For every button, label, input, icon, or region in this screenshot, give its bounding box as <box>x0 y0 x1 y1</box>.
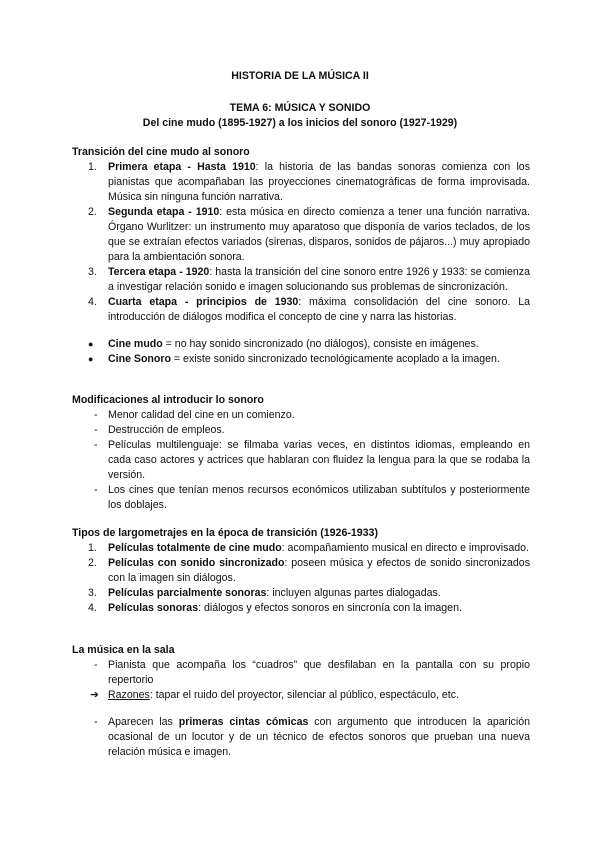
dash-marker: - <box>94 484 98 496</box>
arrow-item <box>72 688 530 703</box>
bullet-icon: ● <box>88 354 94 364</box>
section-tipos-largometrajes <box>72 526 530 616</box>
item-label: primeras cintas cómicas <box>178 716 309 728</box>
item-text: : máxima consolidación del cine sonoro. La introducción de diálogos modifica el concepto de cine y narra las historias. <box>108 296 530 323</box>
list-item <box>72 541 530 556</box>
item-text: : la historia de las bandas sonoras comienza con los pianistas que acompañaban las proyecciones cinematográficas de forma improvisada. Música sin ninguna función narrativa. <box>108 161 531 203</box>
section-heading: Tipos de largometrajes en la época de transición (1926-1933) <box>72 527 378 539</box>
list-number: 3. <box>88 266 97 278</box>
item-text: = no hay sonido sincronizado (no diálogos), consiste en imágenes. <box>162 338 479 350</box>
item-label: Tercera etapa - 1920 <box>108 266 210 278</box>
item-text: : esta música en directo comienza a tener una función narrativa. Órgano Wurlitzer: un instrumento muy aparatoso que disponía de varios teclados, de los que se extraían efectos variados (sirenas, disparos, sonidos de pájaros...) muy apropiado para la ambientación sonora. <box>108 206 530 263</box>
bullet-item <box>72 352 530 367</box>
list-item <box>72 265 530 295</box>
section-musica-en-la-sala <box>72 643 530 760</box>
item-text: Menor calidad del cine en un comienzo. <box>108 409 295 421</box>
item-label: Cine Sonoro <box>108 353 171 365</box>
item-label: Razones <box>108 689 150 701</box>
item-text: : poseen música y efectos de sonido sincronizados con la imagen sin diálogos. <box>108 557 530 584</box>
list-item <box>72 160 530 205</box>
list-item <box>72 715 530 760</box>
dash-marker: - <box>94 409 98 421</box>
item-text: : acompañamiento musical en directo e improvisado. <box>281 542 529 554</box>
list-number: 4. <box>88 602 97 614</box>
list-number: 2. <box>88 206 97 218</box>
topic-title: TEMA 6: MÚSICA Y SONIDO <box>229 102 371 114</box>
spacer <box>72 325 530 337</box>
list-number: 2. <box>88 557 97 569</box>
spacer <box>72 703 530 715</box>
topic-subtitle: Del cine mudo (1895-1927) a los inicios del sonoro (1927-1929) <box>142 117 458 129</box>
list-item <box>72 438 530 483</box>
section-heading: La música en la sala <box>72 644 175 656</box>
list-item <box>72 295 530 325</box>
item-label: Películas totalmente de cine mudo <box>108 542 282 554</box>
list-item <box>72 556 530 586</box>
bullet-icon: ● <box>88 339 94 349</box>
list-number: 1. <box>88 161 97 173</box>
list-item <box>72 586 530 601</box>
item-label: Cine mudo <box>108 338 163 350</box>
item-text: : incluyen algunas partes dialogadas. <box>266 587 441 599</box>
item-label: Primera etapa - Hasta 1910 <box>108 161 256 173</box>
item-label: Películas parcialmente sonoras <box>108 587 267 599</box>
list-item <box>72 658 530 688</box>
item-label: Segunda etapa - 1910 <box>108 206 220 218</box>
item-label: Cuarta etapa - principios de 1930 <box>108 296 299 308</box>
dash-marker: - <box>94 439 98 451</box>
item-text: Películas multilenguaje: se filmaba varias veces, en distintos idiomas, empleando en cada caso actores y actrices que hablaran con fluidez la lengua para la que se rodaba la versión. <box>108 439 530 481</box>
item-text: Los cines que tenían menos recursos económicos utilizaban subtítulos y posteriormente los doblajes. <box>108 484 530 511</box>
item-label: Películas con sonido sincronizado <box>108 557 285 569</box>
section-heading: Transición del cine mudo al sonoro <box>72 146 250 158</box>
list-item <box>72 408 530 423</box>
item-text: : tapar el ruido del proyector, silenciar al público, espectáculo, etc. <box>149 689 459 701</box>
list-item <box>72 601 530 616</box>
document-title: HISTORIA DE LA MÚSICA II <box>231 70 369 82</box>
item-text-pre: Aparecen las <box>108 716 179 728</box>
section-transicion <box>72 145 530 367</box>
list-item <box>72 423 530 438</box>
item-text: Destrucción de empleos. <box>108 424 225 436</box>
list-item <box>72 483 530 513</box>
dash-marker: - <box>94 659 98 671</box>
section-modificaciones <box>72 393 530 513</box>
dash-marker: - <box>94 716 98 728</box>
item-label: Películas sonoras <box>108 602 199 614</box>
list-item <box>72 205 530 265</box>
section-heading: Modificaciones al introducir lo sonoro <box>72 394 264 406</box>
dash-marker: - <box>94 424 98 436</box>
list-number: 1. <box>88 542 97 554</box>
bullet-item <box>72 337 530 352</box>
arrow-right-icon: ➔ <box>90 689 99 701</box>
item-text: : diálogos y efectos sonoros en sincronía con la imagen. <box>198 602 462 614</box>
item-text: : hasta la transición del cine sonoro entre 1926 y 1933: se comienza a investigar relación sonido e imagen solucionando sus problemas de sincronización. <box>108 266 530 293</box>
item-text-post: con argumento que introducen la aparición ocasional de un locutor y de un técnico de efectos sonoros que prueban una nueva relación música e imagen. <box>108 716 530 758</box>
item-text: = existe sonido sincronizado tecnológicamente acoplado a la imagen. <box>170 353 500 365</box>
list-number: 4. <box>88 296 97 308</box>
item-text: Pianista que acompaña los “cuadros” que desfilaban en la pantalla con su propio repertorio <box>108 659 530 686</box>
list-number: 3. <box>88 587 97 599</box>
